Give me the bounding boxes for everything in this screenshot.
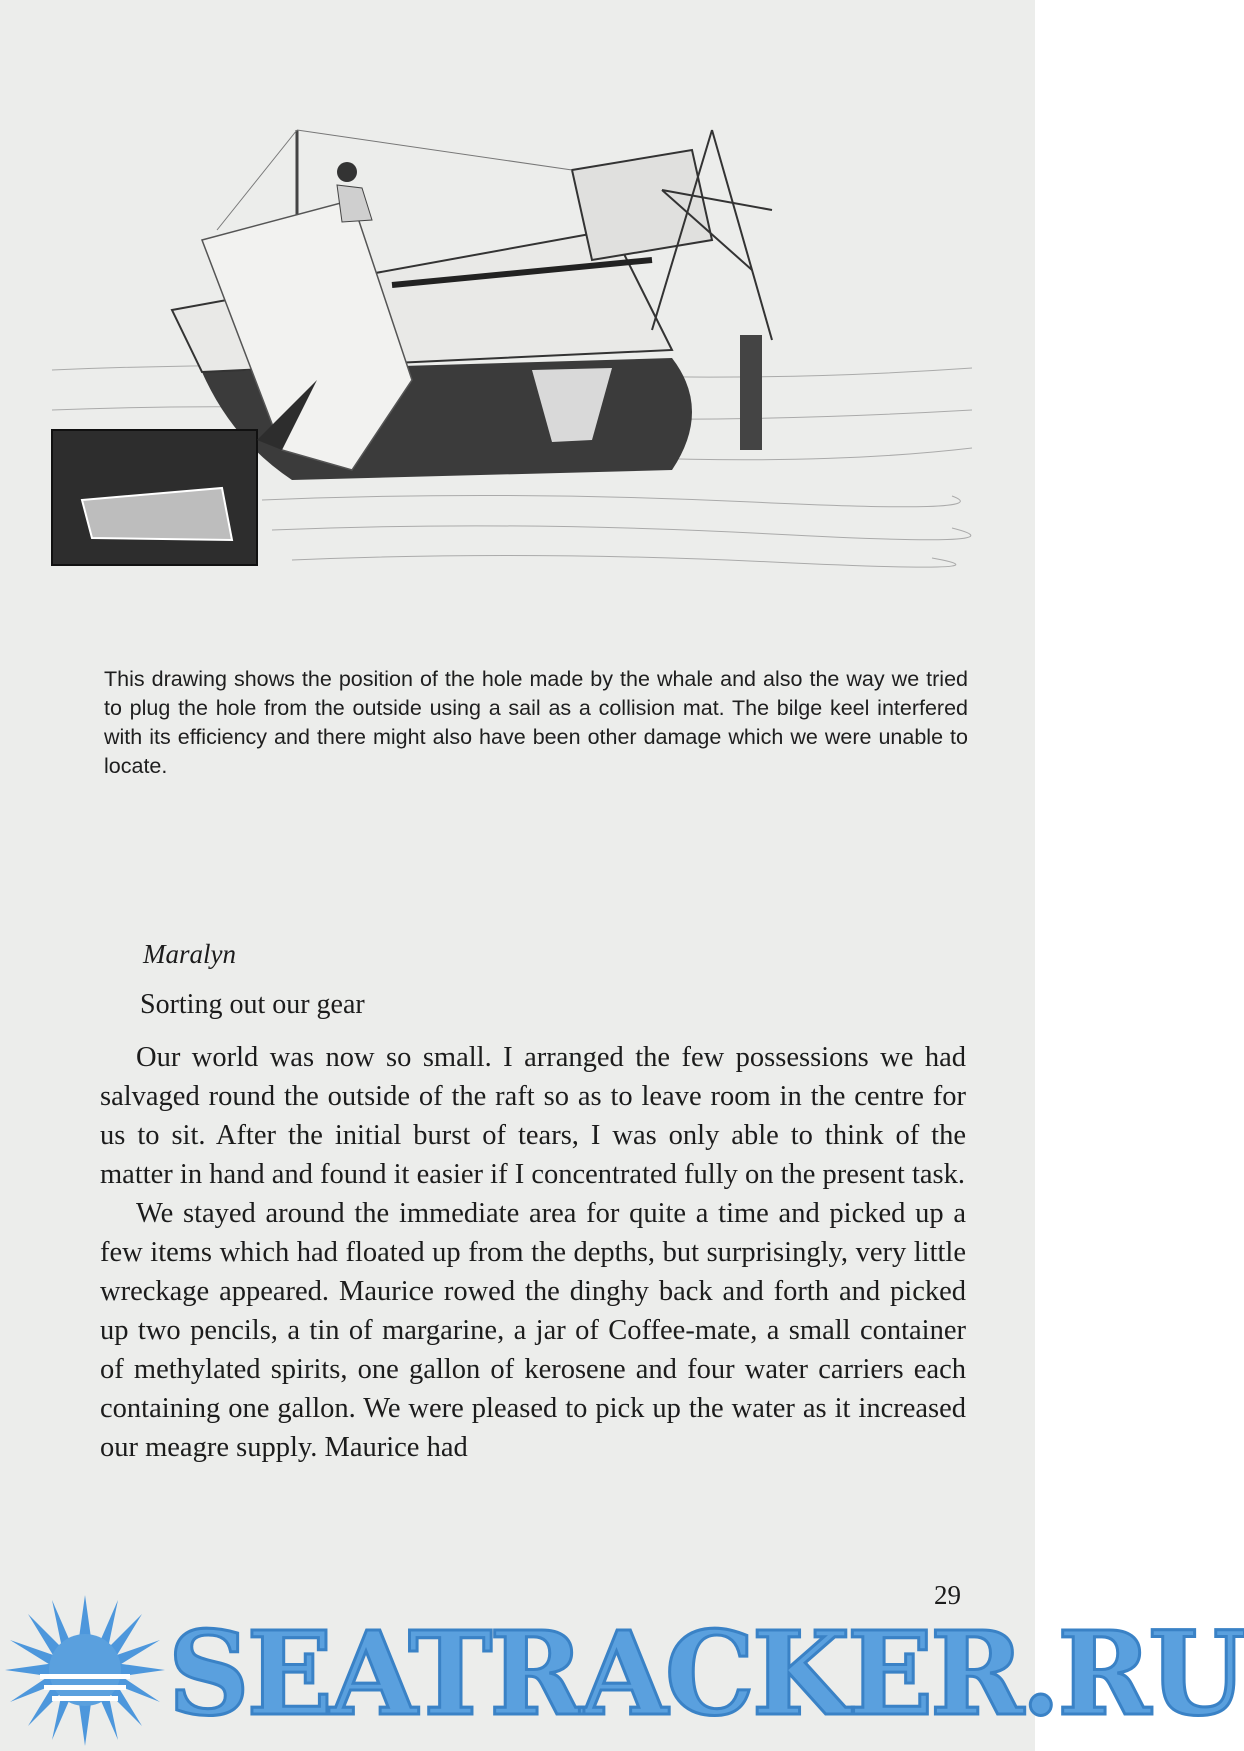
page-number: 29	[934, 1580, 961, 1610]
paragraph: Our world was now so small. I arranged the few possessions we had salvaged round the outside of the raft so as to leave room in the centre for us to sit. After the initial burst of tears, I was only able to think of the matter in hand and found it easier if I concentrated fully on the present task.	[100, 1042, 966, 1190]
paragraph: We stayed around the immediate area for quite a time and picked up a few items which had floated up from the depths, but surprisingly, very little wreckage appeared. Maurice rowed the dinghy back and forth and picked up two pencils, a tin of margarine, a jar of Coffee-mate, a small container of methylated spirits, one gallon of kerosene and four water carriers each containing one gallon. We were pleased to pick up the water as it increased our meagre supply. Maurice had	[100, 1198, 966, 1463]
author-name: Maralyn	[143, 939, 236, 969]
watermark-logo-text: SEATRACKER.RU	[168, 1606, 1244, 1742]
body-text	[100, 1038, 966, 1467]
section-heading: Sorting out our gear	[140, 989, 365, 1020]
illustration-caption: This drawing shows the position of the hole made by the whale and also the way we tried to plug the hole from the outside using a sail as a collision mat. The bilge keel interfered with its efficiency and there might also have been other damage which we were unable to locate.	[104, 667, 968, 778]
sun-icon	[0, 1590, 170, 1751]
yacht-hull-drawing	[52, 110, 972, 630]
